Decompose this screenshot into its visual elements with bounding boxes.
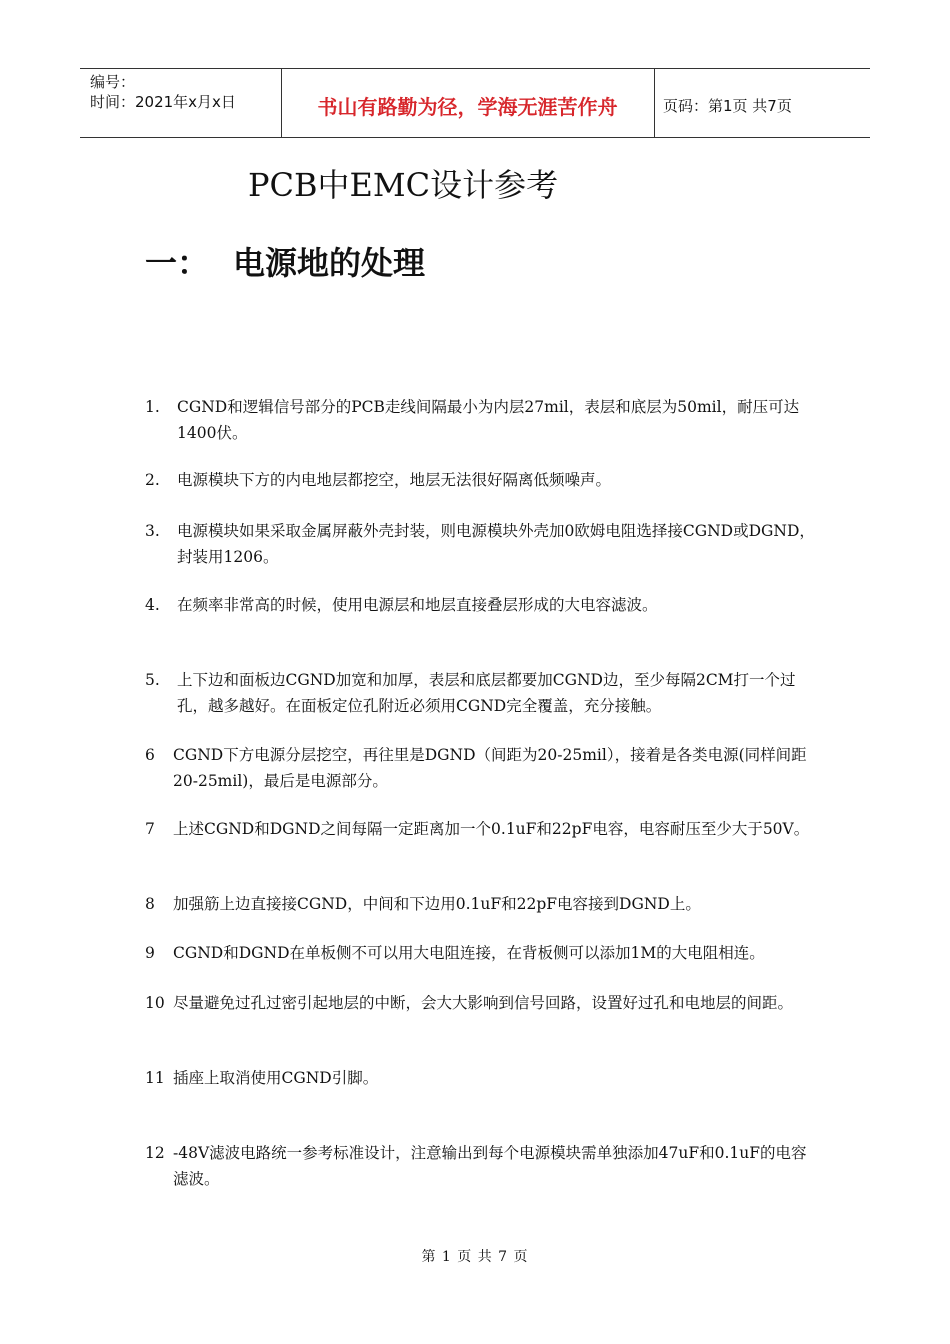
list-item-number: 3. bbox=[145, 522, 160, 540]
list-item-text: -48V滤波电路统一参考标准设计，注意输出到每个电源模块需单独添加47uF和0.1uF的电容滤波。 bbox=[173, 1144, 807, 1188]
list-item-text: 上述CGND和DGND之间每隔一定距离加一个0.1uF和22pF电容，电容耐压至少大于50V。 bbox=[173, 820, 810, 838]
header-right-cell bbox=[655, 69, 870, 137]
list-item-number: 5. bbox=[145, 671, 160, 689]
list-item-text: 加强筋上边直接接CGND，中间和下边用0.1uF和22pF电容接到DGND上。 bbox=[173, 895, 701, 913]
section-title: 电源地的处理 bbox=[233, 244, 426, 282]
list-item-number: 7 bbox=[145, 820, 155, 838]
list-item-number: 8 bbox=[145, 895, 155, 913]
document-title: PCB中EMC设计参考 bbox=[248, 166, 559, 204]
list-item-text: 电源模块下方的内电地层都挖空，地层无法很好隔离低频噪声。 bbox=[177, 471, 612, 489]
header-page-number: 页码：第1页 共7页 bbox=[663, 97, 792, 115]
document-date-label: 时间：2021年x月x日 bbox=[90, 93, 236, 111]
list-item-number: 9 bbox=[145, 944, 155, 962]
list-item-number: 2. bbox=[145, 471, 160, 489]
list-item bbox=[145, 990, 815, 1016]
list-item bbox=[145, 1065, 815, 1091]
list-item-text: CGND和DGND在单板侧不可以用大电阻连接，在背板侧可以添加1M的大电阻相连。 bbox=[173, 944, 765, 962]
list-item-number: 11 bbox=[145, 1069, 165, 1087]
list-item-text: 插座上取消使用CGND引脚。 bbox=[173, 1069, 379, 1087]
list-item bbox=[145, 742, 815, 794]
document-code-label: 编号： bbox=[90, 73, 136, 91]
list-item-number: 6 bbox=[145, 746, 155, 764]
list-item-text: 电源模块如果采取金属屏蔽外壳封装，则电源模块外壳加0欧姆电阻选择接CGND或DGND，封装用1206。 bbox=[177, 522, 815, 566]
list-item-text: 上下边和面板边CGND加宽和加厚，表层和底层都要加CGND边，至少每隔2CM打一个过孔，越多越好。在面板定位孔附近必须用CGND完全覆盖，充分接触。 bbox=[177, 671, 796, 715]
list-item bbox=[145, 667, 815, 719]
list-item bbox=[145, 816, 815, 842]
header-middle-cell bbox=[281, 69, 655, 137]
list-item-text: 在频率非常高的时候，使用电源层和地层直接叠层形成的大电容滤波。 bbox=[177, 596, 658, 614]
list-item bbox=[145, 891, 815, 917]
header-left-cell bbox=[80, 69, 282, 137]
list-item-number: 4. bbox=[145, 596, 160, 614]
list-item-text: CGND和逻辑信号部分的PCB走线间隔最小为内层27mil，表层和底层为50mil，耐压可达1400伏。 bbox=[177, 398, 800, 442]
list-item bbox=[145, 1140, 815, 1192]
section-number: 一： bbox=[145, 244, 210, 282]
list-item-number: 12 bbox=[145, 1144, 165, 1162]
list-item-number: 10 bbox=[145, 994, 165, 1012]
list-item-text: CGND下方电源分层挖空，再往里是DGND（间距为20-25mil），接着是各类电源(同样间距20-25mil)，最后是电源部分。 bbox=[173, 746, 807, 790]
page-header bbox=[80, 68, 870, 138]
list-item bbox=[145, 592, 815, 618]
list-item-number: 1. bbox=[145, 398, 160, 416]
section-heading bbox=[145, 238, 425, 284]
list-item-text: 尽量避免过孔过密引起地层的中断，会大大影响到信号回路，设置好过孔和电地层的间距。 bbox=[173, 994, 794, 1012]
list-item bbox=[145, 394, 815, 446]
list-item bbox=[145, 940, 815, 966]
header-motto: 书山有路勤为径，学海无涯苦作舟 bbox=[317, 95, 618, 119]
list-item bbox=[145, 467, 815, 493]
page-footer: 第 1 页 共 7 页 bbox=[421, 1249, 529, 1265]
list-item bbox=[145, 518, 815, 570]
